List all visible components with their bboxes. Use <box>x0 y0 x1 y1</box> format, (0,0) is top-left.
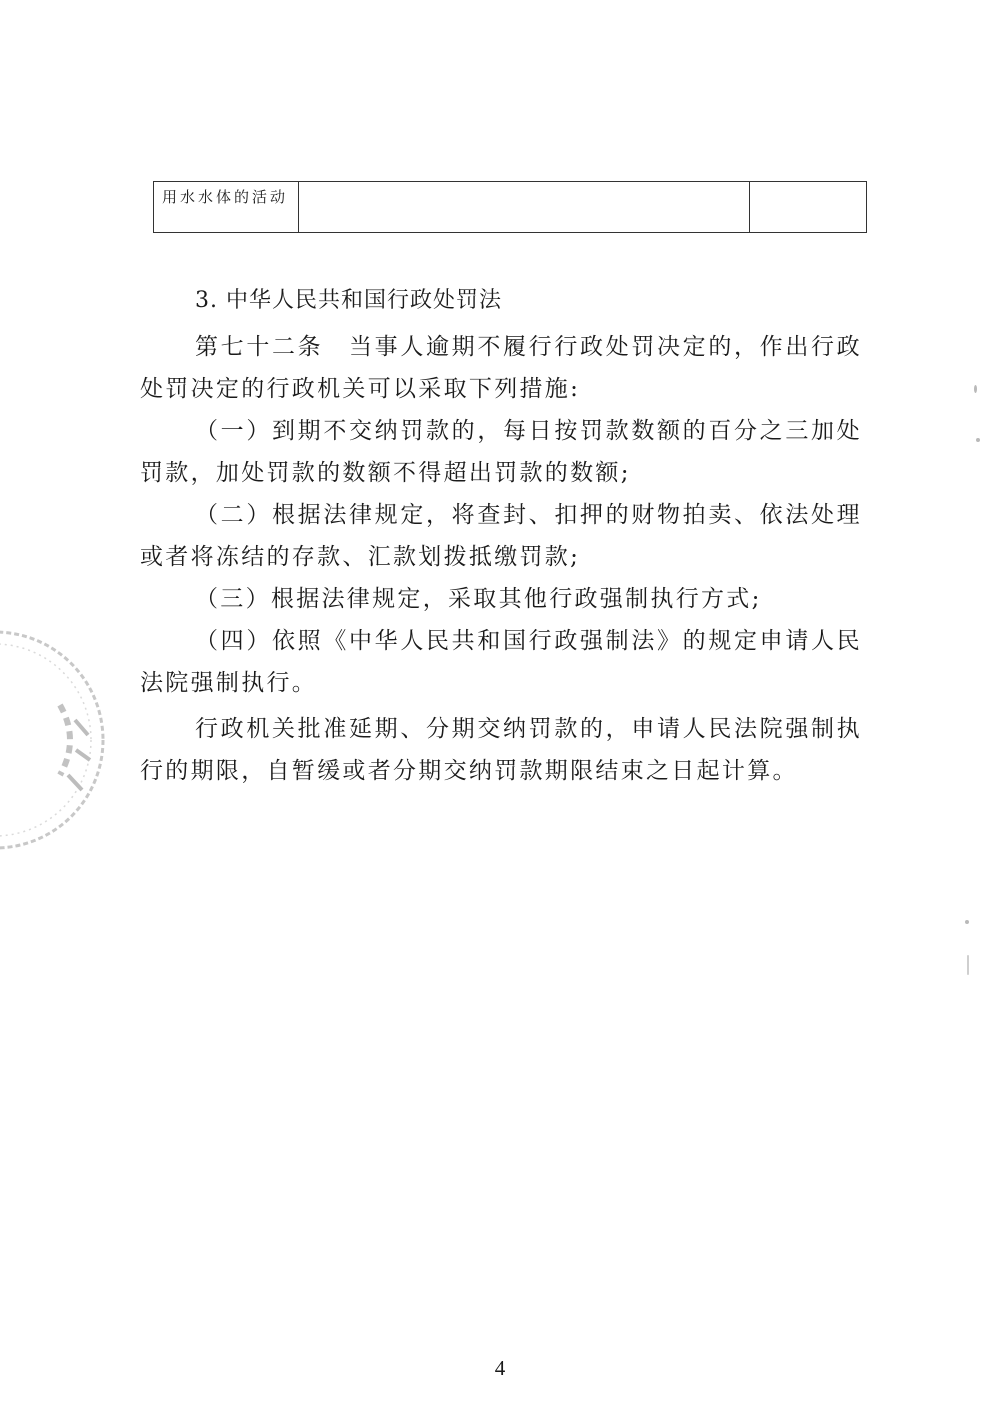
scan-speck <box>967 955 969 975</box>
extension-paragraph: 行政机关批准延期、分期交纳罚款的，申请人民法院强制执行的期限，自暂缓或者分期交纳罚款期限结束之日起计算。 <box>140 716 862 784</box>
table-cell-activity: 用水水体的活动 <box>154 182 299 233</box>
page-number: 4 <box>494 1356 506 1380</box>
article-72-intro: 第七十二条 当事人逾期不履行行政处罚决定的，作出行政处罚决定的行政机关可以采取下列措施: <box>140 334 862 402</box>
seal-stamp-icon <box>0 625 110 855</box>
scan-speck <box>976 438 980 442</box>
scan-speck <box>965 920 969 924</box>
table-cell-extra <box>749 182 866 233</box>
measure-1: （一）到期不交纳罚款的，每日按罚款数额的百分之三加处罚款，加处罚款的数额不得超出罚款的数额; <box>140 418 862 486</box>
table-fragment <box>153 181 867 233</box>
law-title: 3. 中华人民共和国行政处罚法 <box>195 288 502 313</box>
document-body <box>140 280 862 792</box>
table-row <box>154 182 867 233</box>
table-cell-content <box>299 182 749 233</box>
measure-3: （三）根据法律规定，采取其他行政强制执行方式; <box>195 586 762 612</box>
scan-speck <box>974 385 977 393</box>
measure-4: （四）依照《中华人民共和国行政强制法》的规定申请人民法院强制执行。 <box>140 628 862 696</box>
measure-2: （二）根据法律规定，将查封、扣押的财物拍卖、依法处理或者将冻结的存款、汇款划拨抵缴罚款; <box>140 502 862 570</box>
